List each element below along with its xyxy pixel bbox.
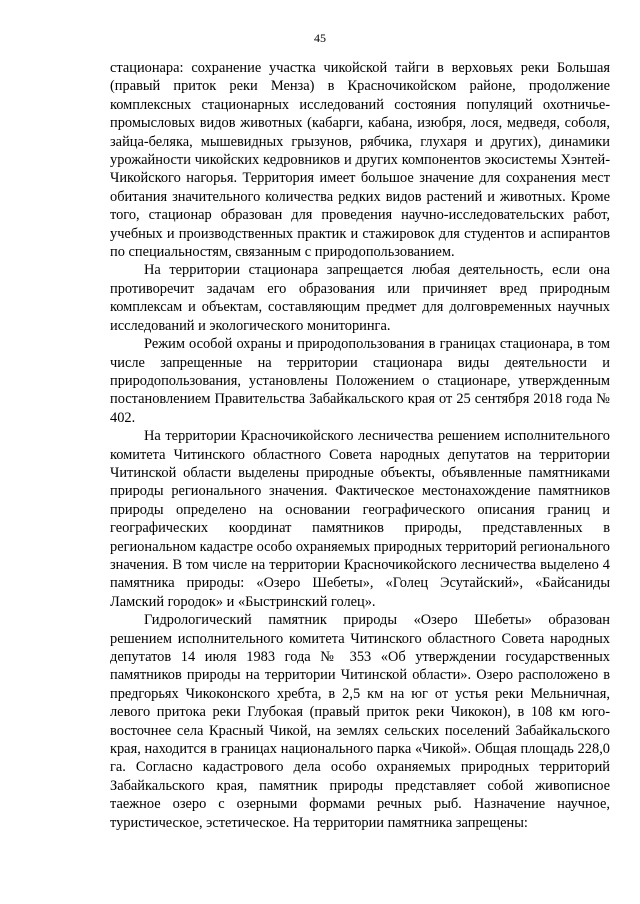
paragraph-lake-shebety: Гидрологический памятник природы «Озеро Шебеты» образован решением исполнительного комитета Читинского областного Совета народных депутатов 14 июля 1983 года № 353 «Об утверждении государственных памятников природы на территории Читинской области». Озеро расположено в предгорьях Чикоконского хребта, в 2,5 км на юг от устья реки Мельничная, левого притока реки Глубокая (правый приток реки Чикокон), в 108 км юго-восточнее села Красный Чикой, на землях сельских поселений Забайкальского края, находится в границах национального парка «Чикой». Общая площадь 228,0 га. Согласно кадастрового дела особо охраняемых природных территорий Забайкальского края, памятник природы представляет собой живописное таежное озеро с озерными формами речных рыб. Назначение научное, туристическое, эстетическое. На территории памятника запрещены: [110, 612, 610, 831]
body-text [110, 59, 610, 832]
paragraph-station-regime: Режим особой охраны и природопользования в границах стационара, в том числе запрещенные на территории стационара виды деятельности и природопользования, установлены Положением о стационаре, утвержденным постановлением Правительства Забайкальского края от 25 сентября 2018 года № 402. [110, 336, 610, 426]
paragraph-natural-monuments: На территории Красночикойского лесничества решением исполнительного комитета Читинского областного Совета народных депутатов на территории Читинской области выделены природные объекты, объявленные памятниками природы регионального значения. Фактическое местонахождение памятников природы определено на основании географического описания границ и географических координат памятников природы, представленных в региональном кадастре особо охраняемых природных территорий регионального значения. В том числе на территории Красночикойского лесничества выделено 4 памятника природы: «Озеро Шебеты», «Голец Эсутайский», «Байсаниды Ламский городок» и «Быстринский голец». [110, 428, 611, 610]
paragraph-station-prohibitions: На территории стационара запрещается любая деятельность, если она противоречит задачам его образования или причиняет вред природным комплексам и объектам, составляющим предмет для долговременных научных исследований и экологического мониторинга. [110, 262, 610, 334]
paragraph-station-purpose: стационара: сохранение участка чикойской тайги в верховьях реки Большая (правый приток реки Менза) в Красночикойском районе, продолжение комплексных стационарных исследований состояния популяций охотничье-промысловых видов животных (кабарги, кабана, изюбря, лося, медведя, соболя, зайца-беляка, мышевидных грызунов, рябчика, глухаря и других), динамики урожайности чикойских кедровников и других компонентов экосистемы Хэнтей-Чикойского нагорья. Территория имеет большое значение для сохранения мест обитания значительного количества редких видов растений и животных. Кроме того, стационар образован для проведения научно-исследовательских работ, учебных и производственных практик и стажировок для студентов и аспирантов по специальностям, связанным с природопользованием. [110, 60, 610, 261]
page-number: 45 [314, 31, 326, 45]
